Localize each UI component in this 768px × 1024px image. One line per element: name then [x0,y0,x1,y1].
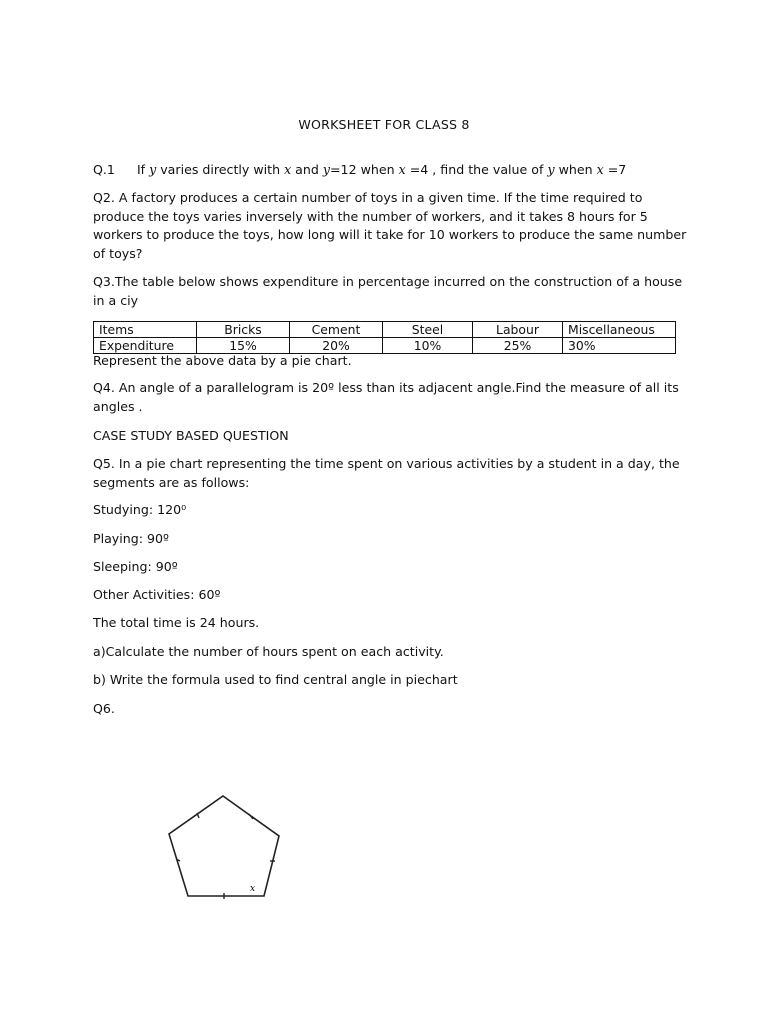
table-header-cell: Bricks [197,322,290,338]
q1-var-3: y [322,162,330,177]
q3-line-2: in a ciy [93,292,139,308]
question-6-label: Q6. [93,701,115,716]
table-cell: Expenditure [94,338,197,354]
q1-text-2: varies directly with [156,162,285,177]
q5-item-other: Other Activities: 60º [93,587,221,602]
table-cell: 25% [473,338,563,354]
q1-var-4: x [398,162,406,177]
q4-line-2: angles . [93,398,143,414]
table-cell: 10% [383,338,473,354]
q3-line-1: Q3.The table below shows expenditure in percentage incurred on the construction of a house [93,274,683,289]
q5-line-2: segments are as follows: [93,474,250,490]
case-study-heading: CASE STUDY BASED QUESTION [93,428,289,443]
q5-part-b: b) Write the formula used to find central angle in piechart [93,672,458,687]
pentagon-figure [160,790,290,905]
q2-line-2: produce the toys varies inversely with the number of workers, and it takes 8 hours for 5 [93,208,648,224]
q5-line-1: Q5. In a pie chart representing the time spent on various activities by a student in a day, the [93,456,680,471]
question-3 [93,273,683,310]
q4-line-1: Q4. An angle of a parallelogram is 20º less than its adjacent angle.Find the measure of all its [93,380,679,395]
q5-item-sleeping: Sleeping: 90º [93,559,178,574]
q1-text-4: =12 when [330,162,399,177]
q1-text-1: If [136,162,150,177]
question-5 [93,455,680,492]
q5-item-playing: Playing: 90º [93,531,169,546]
q1-text-7: =7 [603,162,627,177]
q1-var-2: x [284,162,292,177]
table-header-cell: Labour [473,322,563,338]
q5-item-studying: Studying: 120⁰ [93,502,187,517]
tick-marks [176,813,275,899]
q1-text-5: =4 , find the value of [405,162,548,177]
question-4 [93,379,679,416]
page-title: WORKSHEET FOR CLASS 8 [298,117,470,132]
table-header-cell: Miscellaneous [563,322,676,338]
q1-text-3: and [291,162,323,177]
question-1 [93,161,673,180]
table-header-row [94,322,676,338]
expenditure-table [93,321,676,354]
q5-part-a: a)Calculate the number of hours spent on each activity. [93,644,444,659]
q1-label: Q.1 [93,162,115,177]
q1-var-1: y [149,162,157,177]
table-cell: 30% [563,338,676,354]
table-header-cell: Items [94,322,197,338]
q2-line-4: of toys? [93,245,143,261]
q3-instruction: Represent the above data by a pie chart. [93,353,352,368]
table-header-cell: Steel [383,322,473,338]
q1-var-5: y [547,162,555,177]
table-cell: 20% [290,338,383,354]
q1-text-6: when [554,162,597,177]
question-2 [93,189,687,263]
angle-label: x [250,884,256,894]
q2-line-3: workers to produce the toys, how long will it take for 10 workers to produce the same number [93,227,687,243]
table-header-cell: Cement [290,322,383,338]
table-cell: 15% [197,338,290,354]
pentagon-outline [169,796,279,896]
q2-line-1: Q2. A factory produces a certain number of toys in a given time. If the time required to [93,190,643,205]
q1-var-6: x [596,162,604,177]
q5-total: The total time is 24 hours. [93,615,260,630]
